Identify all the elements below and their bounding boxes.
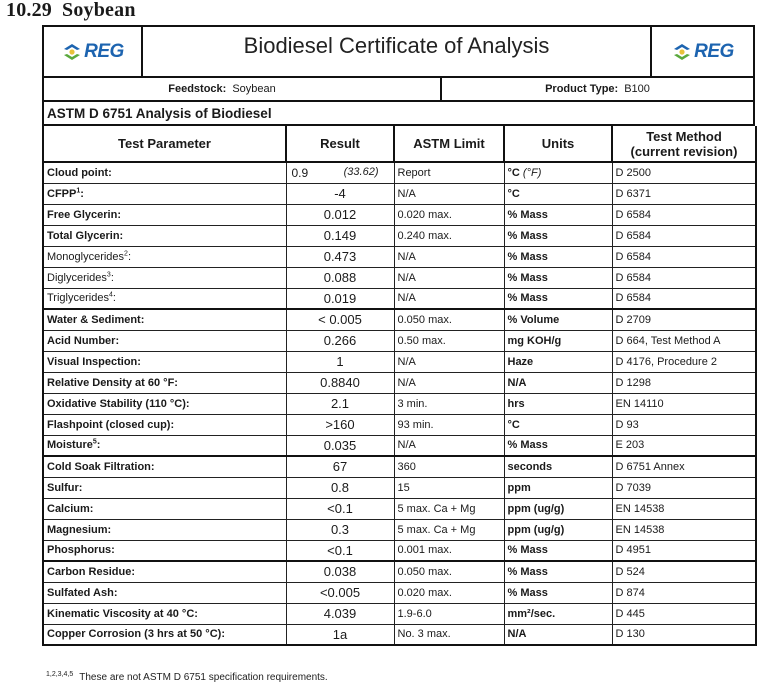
cell-result (286, 603, 394, 624)
table-row (43, 393, 756, 414)
cell-result (286, 519, 394, 540)
cell-units (504, 393, 612, 414)
param-name: Magnesium: (47, 523, 112, 536)
cell-units (504, 162, 612, 183)
reg-logo-icon (61, 42, 83, 62)
cell-units (504, 435, 612, 456)
param-name: Kinematic Viscosity at 40 °C: (47, 607, 198, 620)
cell-test-method: D 6584 (612, 267, 756, 288)
result-value: 67 (332, 459, 348, 475)
table-row (43, 456, 756, 477)
result-value: 1a (332, 626, 348, 642)
cell-astm-limit: No. 3 max. (394, 624, 504, 645)
cell-result (286, 624, 394, 645)
product-type-label: Product Type: (545, 83, 619, 95)
cell-astm-limit: N/A (394, 372, 504, 393)
result-value: <0.1 (327, 501, 353, 516)
cell-units (504, 267, 612, 288)
feedstock-label: Feedstock: (168, 83, 227, 95)
unit-value: ppm (507, 481, 531, 494)
cell-astm-limit: 360 (394, 456, 504, 477)
param-suffix: : (127, 250, 132, 263)
cell-units (504, 519, 612, 540)
product-type-field (442, 78, 753, 100)
table-row (43, 519, 756, 540)
cell-astm-limit: Report (394, 162, 504, 183)
certificate-sheet (42, 25, 755, 646)
feedstock-value: Soybean (232, 83, 276, 95)
cell-test-parameter (43, 183, 286, 204)
unit-value: % Mass (507, 229, 548, 242)
unit-value: °C (507, 418, 520, 431)
cell-units (504, 246, 612, 267)
unit-value: seconds (507, 460, 553, 473)
cell-astm-limit: N/A (394, 288, 504, 309)
param-suffix: : (110, 271, 114, 284)
cell-units (504, 225, 612, 246)
cell-test-parameter (43, 162, 286, 183)
cell-astm-limit: 0.50 max. (394, 330, 504, 351)
result-value: >160 (325, 417, 355, 432)
cell-result (286, 435, 394, 456)
cell-result (286, 330, 394, 351)
cell-test-method: EN 14110 (612, 393, 756, 414)
param-name: Cold Soak Filtration: (47, 460, 155, 473)
cell-result (286, 498, 394, 519)
result-value: 0.038 (323, 564, 357, 580)
section-number: 10.29 (6, 0, 52, 21)
table-row (43, 603, 756, 624)
result-celsius: 0.9 (291, 165, 309, 180)
cell-test-method: D 4176, Procedure 2 (612, 351, 756, 372)
cell-test-parameter (43, 393, 286, 414)
unit-value: % Mass (507, 586, 548, 599)
param-name: Acid Number: (47, 334, 120, 347)
cell-astm-limit: 15 (394, 477, 504, 498)
footnote (46, 672, 328, 683)
result-value: 2.1 (330, 396, 350, 411)
footnote-ref: 3 (106, 270, 111, 278)
unit-value: mm²/sec. (507, 607, 556, 620)
cell-test-method: D 445 (612, 603, 756, 624)
table-row (43, 351, 756, 372)
column-header-astm-limit: ASTM Limit (394, 126, 504, 162)
cell-result (286, 267, 394, 288)
table-row (43, 183, 756, 204)
unit-value: ppm (ug/g) (507, 523, 565, 536)
unit-value: % Mass (507, 565, 548, 578)
cell-result (286, 183, 394, 204)
result-value: < 0.005 (318, 312, 362, 328)
param-name: Calcium: (47, 502, 94, 515)
unit-value: °C (507, 187, 520, 200)
unit-value: % Volume (507, 313, 560, 326)
cell-test-method: D 4951 (612, 540, 756, 561)
cell-astm-limit: 0.050 max. (394, 561, 504, 582)
column-header-result: Result (286, 126, 394, 162)
cell-result (286, 225, 394, 246)
cell-test-parameter (43, 540, 286, 561)
cell-astm-limit: 93 min. (394, 414, 504, 435)
unit-value: N/A (507, 376, 527, 389)
cell-units (504, 330, 612, 351)
cell-test-method: D 7039 (612, 477, 756, 498)
param-name: Carbon Residue: (47, 565, 136, 578)
cell-result (286, 372, 394, 393)
column-header-test-method-line2: (current revision) (630, 143, 738, 159)
result-value: 1 (336, 354, 344, 369)
result-value: 0.019 (323, 290, 357, 306)
logo-cell-left (44, 27, 143, 76)
cell-units (504, 351, 612, 372)
table-row (43, 435, 756, 456)
cell-astm-limit: 5 max. Ca + Mg (394, 519, 504, 540)
cell-test-method: D 524 (612, 561, 756, 582)
cell-units (504, 414, 612, 435)
result-value: 0.8840 (320, 375, 360, 390)
cell-test-method: D 6584 (612, 225, 756, 246)
analysis-heading: ASTM D 6751 Analysis of Biodiesel (42, 102, 755, 126)
param-name: Sulfur: (47, 481, 83, 494)
cell-test-method: EN 14538 (612, 519, 756, 540)
cell-result (286, 456, 394, 477)
cell-test-method: D 6751 Annex (612, 456, 756, 477)
footnote-ref: 1 (76, 186, 81, 194)
table-row (43, 372, 756, 393)
reg-logo-text: REG (694, 40, 734, 62)
cell-test-method: E 203 (612, 435, 756, 456)
column-header-test-method (612, 126, 756, 162)
cell-astm-limit: 3 min. (394, 393, 504, 414)
param-suffix: : (112, 292, 116, 305)
result-value: 0.149 (323, 228, 357, 243)
footnote-marks: 1,2,3,4,5 (46, 670, 74, 678)
cell-test-method: D 6371 (612, 183, 756, 204)
cell-result (286, 162, 394, 183)
param-name: Flashpoint (closed cup): (47, 418, 175, 431)
table-header-row (43, 126, 756, 162)
cell-test-parameter (43, 519, 286, 540)
product-type-value: B100 (624, 83, 650, 95)
cell-test-parameter (43, 372, 286, 393)
unit-value: °C (507, 166, 520, 179)
cell-test-parameter (43, 288, 286, 309)
certificate-header (42, 25, 755, 78)
result-value: 0.8 (330, 480, 350, 495)
table-row (43, 582, 756, 603)
table-row (43, 477, 756, 498)
cell-units (504, 603, 612, 624)
cell-test-method: D 874 (612, 582, 756, 603)
cell-test-parameter (43, 498, 286, 519)
table-row (43, 330, 756, 351)
unit-value: ppm (ug/g) (507, 502, 565, 515)
param-name: Moisture (47, 439, 93, 452)
result-value: 0.088 (323, 270, 357, 285)
cell-result (286, 309, 394, 330)
cell-test-parameter (43, 204, 286, 225)
cell-test-parameter (43, 456, 286, 477)
param-name: Sulfated Ash: (47, 586, 118, 599)
cell-result (286, 246, 394, 267)
param-suffix: : (80, 187, 84, 200)
cell-test-parameter (43, 603, 286, 624)
cell-units (504, 372, 612, 393)
unit-value: % Mass (507, 544, 548, 557)
result-value: 0.473 (323, 249, 357, 264)
table-row (43, 267, 756, 288)
cell-test-method: D 2500 (612, 162, 756, 183)
param-suffix: : (96, 439, 101, 452)
result-value: <0.1 (327, 542, 353, 558)
cell-units (504, 498, 612, 519)
param-name: Visual Inspection: (47, 355, 141, 368)
cell-units (504, 456, 612, 477)
cell-units (504, 582, 612, 603)
section-heading (6, 0, 136, 22)
feedstock-field (44, 78, 442, 100)
cell-astm-limit: 0.240 max. (394, 225, 504, 246)
column-header-test-parameter: Test Parameter (43, 126, 286, 162)
analysis-table (42, 126, 757, 646)
feedstock-product-row (42, 78, 755, 102)
param-name: Triglycerides (47, 292, 109, 305)
cell-test-parameter (43, 477, 286, 498)
result-value: 0.3 (330, 522, 350, 537)
param-name: Water & Sediment: (47, 313, 145, 326)
param-name: Copper Corrosion (3 hrs at 50 °C): (47, 628, 225, 641)
cell-test-parameter (43, 225, 286, 246)
cell-result (286, 561, 394, 582)
cell-test-parameter (43, 624, 286, 645)
cell-units (504, 540, 612, 561)
unit-value: % Mass (507, 250, 548, 263)
cell-test-method: D 6584 (612, 288, 756, 309)
footnote-ref: 4 (108, 291, 113, 299)
reg-logo-text: REG (84, 40, 124, 62)
footnote-ref: 2 (124, 249, 128, 257)
cell-units (504, 204, 612, 225)
unit-value: hrs (507, 397, 525, 410)
table-row (43, 540, 756, 561)
cell-test-parameter (43, 246, 286, 267)
cell-result (286, 288, 394, 309)
cell-test-method: D 6584 (612, 246, 756, 267)
cell-test-method: D 6584 (612, 204, 756, 225)
table-row (43, 561, 756, 582)
cell-test-method: D 1298 (612, 372, 756, 393)
param-name: Total Glycerin: (47, 229, 124, 242)
table-row (43, 246, 756, 267)
param-name: Phosphorus: (47, 544, 115, 557)
result-fahrenheit: (33.62) (343, 165, 379, 178)
column-header-units: Units (504, 126, 612, 162)
cell-test-method: EN 14538 (612, 498, 756, 519)
table-row (43, 309, 756, 330)
result-value: 0.012 (323, 207, 357, 222)
table-row (43, 204, 756, 225)
param-name: Free Glycerin: (47, 208, 121, 221)
unit-value: % Mass (507, 292, 548, 305)
footnote-text: These are not ASTM D 6751 specification requirements. (79, 672, 328, 683)
cell-astm-limit: 0.020 max. (394, 204, 504, 225)
result-value: -4 (334, 186, 346, 201)
param-name: Oxidative Stability (110 °C): (47, 397, 190, 410)
cell-units (504, 624, 612, 645)
certificate-title: Biodiesel Certificate of Analysis (243, 33, 550, 58)
cell-units (504, 561, 612, 582)
unit-value: N/A (507, 628, 527, 641)
section-title: Soybean (62, 0, 136, 21)
cell-result (286, 477, 394, 498)
footnote-ref: 5 (92, 438, 97, 446)
param-name: Diglycerides (47, 271, 107, 284)
cell-astm-limit: 0.001 max. (394, 540, 504, 561)
cell-units (504, 288, 612, 309)
cell-test-method: D 130 (612, 624, 756, 645)
cell-astm-limit: 0.050 max. (394, 309, 504, 330)
cell-test-method: D 664, Test Method A (612, 330, 756, 351)
unit-value: mg KOH/g (507, 334, 562, 347)
unit-value: % Mass (507, 271, 548, 284)
reg-logo-right (671, 41, 734, 63)
cell-units (504, 309, 612, 330)
cell-units (504, 477, 612, 498)
reg-logo-left (61, 41, 124, 63)
table-row (43, 225, 756, 246)
cell-result (286, 351, 394, 372)
cell-test-parameter (43, 309, 286, 330)
table-row (43, 162, 756, 183)
result-value: <0.005 (319, 585, 361, 600)
table-row (43, 498, 756, 519)
cell-test-method: D 93 (612, 414, 756, 435)
cell-astm-limit: N/A (394, 183, 504, 204)
param-name: Cloud point: (47, 166, 112, 179)
table-row (43, 414, 756, 435)
param-name: Relative Density at 60 °F: (47, 376, 178, 389)
unit-value: % Mass (507, 439, 548, 452)
cell-astm-limit: 5 max. Ca + Mg (394, 498, 504, 519)
cell-test-method: D 2709 (612, 309, 756, 330)
cell-result (286, 582, 394, 603)
cell-result (286, 393, 394, 414)
unit-value: Haze (507, 355, 534, 368)
param-name: CFPP (47, 187, 77, 200)
cell-test-parameter (43, 561, 286, 582)
cell-test-parameter (43, 414, 286, 435)
table-row (43, 288, 756, 309)
cell-astm-limit: 1.9-6.0 (394, 603, 504, 624)
cell-astm-limit: N/A (394, 267, 504, 288)
result-value: 0.266 (323, 333, 357, 348)
cell-units (504, 183, 612, 204)
cell-test-parameter (43, 330, 286, 351)
cell-test-parameter (43, 267, 286, 288)
cell-astm-limit: 0.020 max. (394, 582, 504, 603)
unit-alt: (°F) (522, 166, 542, 179)
column-header-test-method-line1: Test Method (646, 128, 722, 144)
cell-result (286, 204, 394, 225)
param-name: Monoglycerides (47, 250, 125, 263)
cell-astm-limit: N/A (394, 246, 504, 267)
table-row (43, 624, 756, 645)
reg-logo-icon (671, 42, 693, 62)
cell-result (286, 414, 394, 435)
cell-astm-limit: N/A (394, 351, 504, 372)
cell-test-parameter (43, 351, 286, 372)
cell-test-parameter (43, 582, 286, 603)
result-value: 0.035 (323, 437, 357, 453)
cell-astm-limit: N/A (394, 435, 504, 456)
result-value: 4.039 (323, 606, 357, 621)
cell-test-parameter (43, 435, 286, 456)
cell-result (286, 540, 394, 561)
unit-value: % Mass (507, 208, 548, 221)
logo-cell-right (650, 27, 753, 76)
